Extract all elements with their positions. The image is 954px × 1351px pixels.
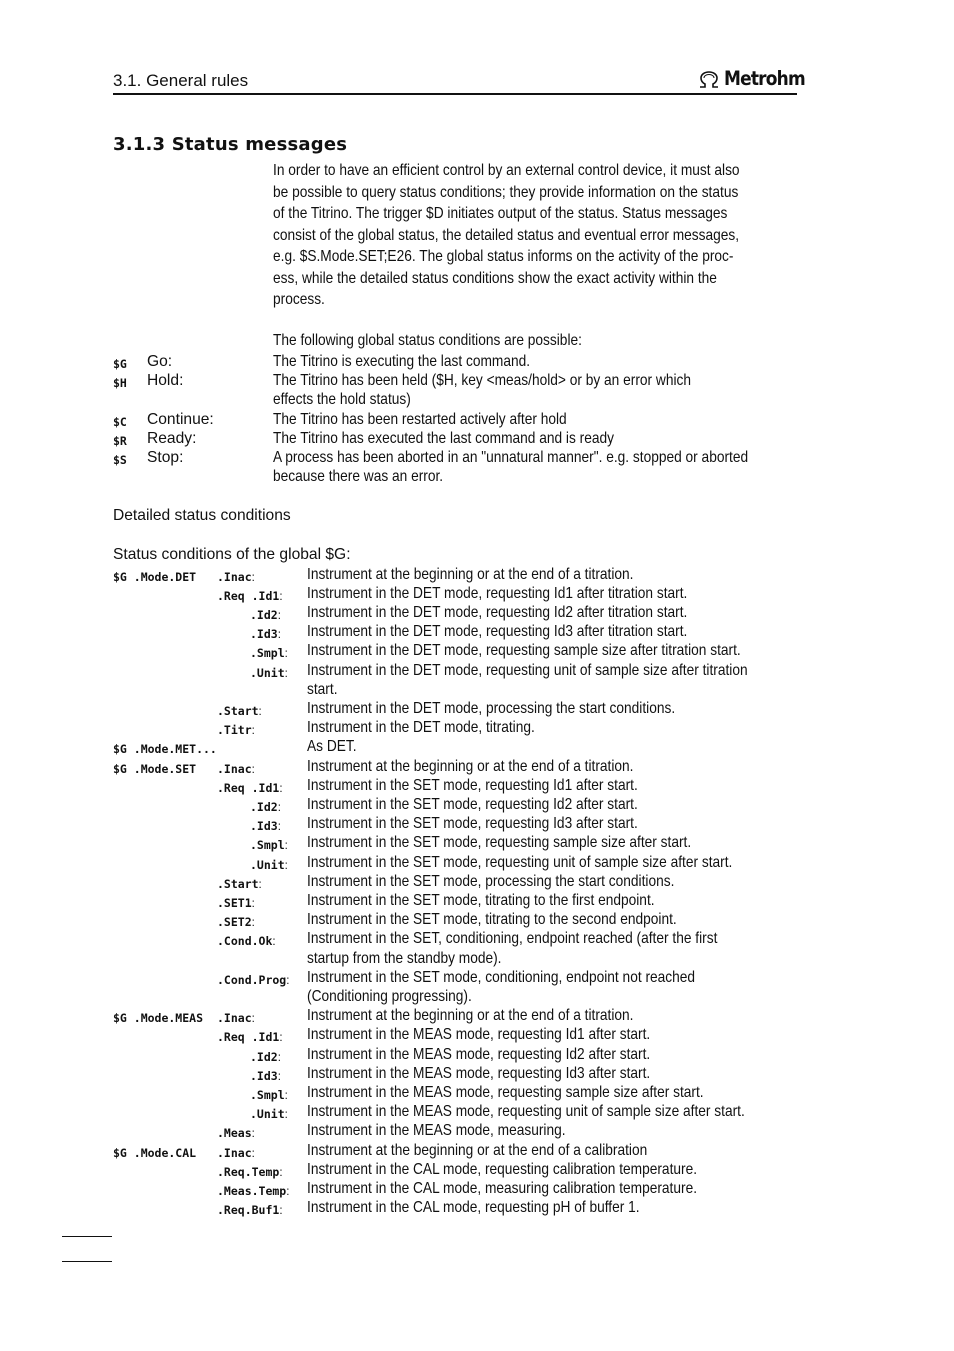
description-line: Instrument in the SET mode, requesting Id2 after start. [307,795,638,813]
description-line: because there was an error. [273,468,444,486]
description-line: Instrument in the MEAS mode, requesting unit of sample size after start. [307,1103,745,1121]
detailed-status-row [113,1045,803,1064]
running-header-section: 3.1. General rules [113,71,249,90]
substatus-text: .Titr [217,723,252,738]
detailed-status-row [113,718,803,737]
description-line: Instrument in the DET mode, requesting Id3 after titration start. [307,623,688,641]
description-line: A process has been aborted in an "unnatural manner". e.g. stopped or aborted [273,449,749,466]
substatus-text: .Req .Id1 [217,1030,280,1045]
description-line: Instrument in the MEAS mode, measuring. [307,1122,566,1140]
status-label: Hold: [147,372,184,390]
description-line: Instrument in the SET mode, requesting Id3 after start. [307,815,638,833]
status-description [273,352,803,371]
description-line: Instrument in the DET mode, titrating. [307,719,535,737]
substatus-text: .Cond.Prog [217,972,287,987]
detailed-status-row [113,1160,803,1179]
substatus-text: .Unit [250,665,285,680]
status-description [273,371,803,409]
description-line: Instrument in the SET mode, requesting sample size after start. [307,834,692,852]
status-description [273,448,803,486]
substatus-code: .Smpl: [250,1087,288,1102]
status-description [307,1179,807,1198]
description-line: Instrument in the SET, conditioning, endpoint reached (after the first [307,930,718,948]
substatus-code: .Id2: [250,799,281,814]
description-line: Instrument at the beginning or at the end of a calibration [307,1141,648,1159]
substatus-text: .Req .Id1 [217,780,280,795]
mode-code: $G .Mode.MET... [113,742,217,757]
status-description [307,795,807,814]
detailed-status-row [113,776,803,795]
status-description [307,718,807,737]
description-line: The Titrino has been restarted actively after hold [273,410,567,428]
status-label: Continue: [147,410,214,428]
substatus-code: .Id3: [250,819,281,834]
mode-code: $G .Mode.SET [113,761,197,776]
intro-paragraph [273,160,798,311]
status-description [307,757,807,776]
metrohm-logo [697,66,805,92]
mode-code: $G .Mode.CAL [113,1145,197,1160]
substatus-code: .Unit: [250,1107,288,1122]
intro-line: process. [273,291,325,308]
substatus-code: .Id3: [250,627,281,642]
substatus-code: .Unit: [250,857,288,872]
description-line: start. [307,680,338,698]
substatus-text: .Id2 [250,607,278,622]
detailed-subheading: Status conditions of the global $G: [113,546,351,563]
status-description [307,661,807,699]
substatus-code: .Req .Id1: [217,780,283,795]
status-description [307,891,807,910]
detailed-status-row [113,1121,803,1140]
substatus-code: .Meas.Temp: [217,1183,290,1198]
status-description [307,584,807,603]
substatus-code: .Req .Id1: [217,1030,283,1045]
detailed-status-row [113,814,803,833]
substatus-text: .Start [217,703,259,718]
description-line: Instrument in the SET mode, processing the start conditions. [307,872,675,890]
omega-logo-icon [697,70,721,88]
detailed-status-row [113,795,803,814]
description-line: Instrument at the beginning or at the end of a titration. [307,757,634,775]
detailed-status-row [113,1141,803,1160]
detailed-status-row [113,1006,803,1025]
status-label: Go: [147,353,173,370]
detailed-status-row [113,737,803,756]
status-description [307,737,807,756]
status-description [307,603,807,622]
intro-line: consist of the global status, the detailed status and eventual error messages, [273,226,740,244]
substatus-text: .Id3 [250,627,278,642]
description-line: Instrument in the SET mode, titrating to the first endpoint. [307,891,655,909]
substatus-text: .Unit [250,1107,285,1122]
description-line: The Titrino has been held ($H, key <meas/hold> or by an error which [273,372,691,390]
description-line: Instrument in the SET mode, titrating to the second endpoint. [307,911,677,929]
status-description [273,410,803,429]
detailed-status-row [113,565,803,584]
detailed-status-row [113,833,803,852]
substatus-code: .Smpl: [250,838,288,853]
substatus-code: .Smpl: [250,646,288,661]
substatus-code: .Titr: [217,723,255,738]
substatus-code: .Inac: [217,1011,255,1026]
global-status-row [113,429,803,448]
status-label: Ready: [147,429,197,447]
substatus-text: .Req.Temp [217,1164,280,1179]
logo-wordmark: Metrohm [724,67,805,91]
substatus-text: .Id2 [250,799,278,814]
status-code: $C [113,414,127,429]
status-description [307,833,807,852]
description-line: Instrument in the DET mode, requesting unit of sample size after titration [307,661,748,679]
status-description [307,1064,807,1083]
description-line: The Titrino is executing the last command. [273,353,531,370]
substatus-text: .Id3 [250,1068,278,1083]
description-line: Instrument in the CAL mode, requesting calibration temperature. [307,1160,698,1178]
footer-rule-bottom [62,1261,112,1262]
description-line: Instrument in the SET mode, requesting Id1 after start. [307,776,638,794]
substatus-code: .Unit: [250,665,288,680]
status-description [307,872,807,891]
detailed-status-row [113,891,803,910]
status-description [307,1083,807,1102]
detailed-status-row [113,1179,803,1198]
substatus-code: .Meas: [217,1126,255,1141]
status-description [307,853,807,872]
description-line: Instrument in the MEAS mode, requesting sample size after start. [307,1083,704,1101]
description-line: Instrument in the DET mode, requesting Id2 after titration start. [307,603,688,621]
detailed-status-row [113,1025,803,1044]
description-line: Instrument in the MEAS mode, requesting Id2 after start. [307,1045,651,1063]
mode-code: $G .Mode.MEAS [113,1011,204,1026]
substatus-code: .Cond.Ok: [217,934,276,949]
substatus-code: .Req.Temp: [217,1164,283,1179]
substatus-text: .SET1 [217,895,252,910]
intro-line: ess, while the detailed status conditions show the exact activity within the [273,269,717,287]
description-line: Instrument at the beginning or at the end of a titration. [307,565,634,583]
substatus-text: .Id3 [250,819,278,834]
substatus-code: .Id2: [250,607,281,622]
status-description [307,565,807,584]
status-description [307,1006,807,1025]
substatus-text: .Req .Id1 [217,588,280,603]
description-line: Instrument in the DET mode, processing the start conditions. [307,699,676,717]
description-line: Instrument in the CAL mode, requesting pH of buffer 1. [307,1199,640,1217]
description-line: Instrument in the SET mode, conditioning, endpoint not reached [307,968,696,986]
substatus-text: .Inac [217,569,252,584]
detailed-status-row [113,1102,803,1121]
detailed-status-row [113,584,803,603]
substatus-code: .Inac: [217,1145,255,1160]
mode-code: $G .Mode.DET [113,569,197,584]
status-description [307,968,807,1006]
detailed-status-row [113,872,803,891]
substatus-code: .Id2: [250,1049,281,1064]
status-description [307,1198,807,1217]
detailed-status-row [113,603,803,622]
header-rule [113,93,797,95]
status-description [307,1141,807,1160]
intro-line: of the Titrino. The trigger $D initiates output of the status. Status messages [273,205,728,222]
substatus-code: .Req .Id1: [217,588,283,603]
substatus-text: .Start [217,876,259,891]
substatus-text: .Smpl [250,1087,285,1102]
substatus-code: .SET1: [217,895,255,910]
global-status-row [113,410,803,429]
status-description [307,1045,807,1064]
substatus-text: .Req.Buf1 [217,1203,280,1218]
detailed-heading: Detailed status conditions [113,507,291,524]
detailed-status-row [113,622,803,641]
description-line: (Conditioning progressing). [307,987,472,1005]
global-intro-text: The following global status conditions are possible: [273,332,582,349]
substatus-code: .Req.Buf1: [217,1203,283,1218]
status-description [307,641,807,660]
substatus-code: .Inac: [217,761,255,776]
status-description [307,929,807,967]
substatus-code: .Start: [217,703,262,718]
status-code: $H [113,376,127,391]
detailed-status-row [113,853,803,872]
substatus-text: .Inac [217,1145,252,1160]
detailed-status-row [113,1083,803,1102]
detailed-status-row [113,699,803,718]
status-label: Stop: [147,449,184,466]
footer-rule-top [62,1236,112,1237]
status-description [307,814,807,833]
status-description [307,1160,807,1179]
status-code: $S [113,453,127,467]
status-description [307,910,807,929]
substatus-code: .SET2: [217,915,255,930]
description-line: Instrument in the CAL mode, measuring calibration temperature. [307,1179,698,1197]
detailed-status-row [113,910,803,929]
status-description [307,1025,807,1044]
substatus-text: .SET2 [217,915,252,930]
status-code: $R [113,433,127,448]
substatus-text: .Meas.Temp [217,1183,287,1198]
description-line: Instrument in the DET mode, requesting Id1 after titration start. [307,584,688,602]
global-status-row [113,448,803,486]
substatus-code: .Cond.Prog: [217,972,290,987]
substatus-text: .Inac [217,1011,252,1026]
substatus-text: .Id2 [250,1049,278,1064]
detailed-status-row [113,757,803,776]
status-description [307,1121,807,1140]
description-line: The Titrino has executed the last command and is ready [273,429,614,447]
status-description [307,776,807,795]
substatus-code: .Id3: [250,1068,281,1083]
detailed-status-row [113,661,803,698]
substatus-code: .Start: [217,876,262,891]
substatus-text: .Meas [217,1126,252,1141]
substatus-text: .Unit [250,857,285,872]
intro-line: be possible to query status conditions; they provide information on the status [273,183,739,201]
section-title: 3.1.3 Status messages [113,134,348,155]
intro-line: e.g. $S.Mode.SET;E26. The global status informs on the activity of the proc- [273,248,734,265]
substatus-text: .Inac [217,761,252,776]
substatus-text: .Smpl [250,838,285,853]
description-line: Instrument at the beginning or at the end of a titration. [307,1007,634,1025]
description-line: Instrument in the MEAS mode, requesting Id1 after start. [307,1026,651,1044]
status-description [273,429,803,448]
intro-line: In order to have an efficient control by an external control device, it must also [273,162,740,179]
detailed-status-row [113,1198,803,1217]
description-line: Instrument in the SET mode, requesting unit of sample size after start. [307,853,733,871]
status-description [307,1102,807,1121]
substatus-code: .Inac: [217,569,255,584]
substatus-text: .Cond.Ok [217,934,273,949]
description-line: As DET. [307,738,357,756]
status-description [307,699,807,718]
description-line: Instrument in the MEAS mode, requesting Id3 after start. [307,1064,651,1082]
detailed-status-row [113,1064,803,1083]
detailed-status-row [113,929,803,967]
global-status-row [113,371,803,409]
status-code: $G [113,357,127,371]
description-line: Instrument in the DET mode, requesting sample size after titration start. [307,642,741,660]
description-line: startup from the standby mode). [307,949,502,967]
global-status-row [113,352,803,371]
status-description [307,622,807,641]
detailed-status-row [113,641,803,660]
description-line: effects the hold status) [273,391,411,409]
substatus-text: .Smpl [250,646,285,661]
detailed-status-row [113,968,803,1005]
